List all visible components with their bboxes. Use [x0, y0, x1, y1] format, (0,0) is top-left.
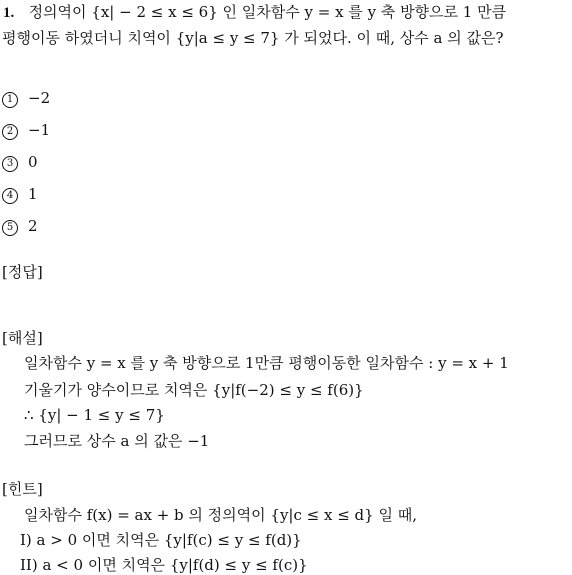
choice-mark: 2 — [2, 124, 18, 140]
answer-label: [정답] — [2, 263, 43, 281]
choice-mark: 1 — [2, 92, 18, 108]
choice-1 — [2, 88, 50, 108]
hint-label: [힌트] — [2, 480, 43, 498]
hint-line: 일차함수 f(x) = ax + b 의 정의역이 {y|c ≤ x ≤ d} 일 때, — [24, 506, 417, 524]
question-line-1 — [3, 2, 506, 23]
solution-label: [해설] — [2, 329, 43, 347]
choice-5 — [2, 216, 38, 236]
choice-text: 0 — [28, 153, 38, 171]
solution-line: 기울기가 양수이므로 치역은 {y|f(−2) ≤ y ≤ f(6)} — [24, 381, 364, 399]
solution-line: 그러므로 상수 a 의 값은 −1 — [24, 432, 210, 450]
choice-mark: 3 — [2, 156, 18, 172]
solution-line: 일차함수 y = x 를 y 축 방향으로 1만큼 평행이동한 일차함수 : y = x + 1 — [24, 354, 509, 372]
question-text-1: 정의역이 {x| − 2 ≤ x ≤ 6} 인 일차함수 y = x 를 y 축 방향으로 1 만큼 — [28, 3, 507, 21]
question-number: 1. — [3, 5, 15, 21]
choice-text: −1 — [28, 121, 51, 139]
choice-text: 1 — [28, 185, 38, 203]
choice-3 — [2, 152, 38, 172]
solution-line: ∴ {y| − 1 ≤ y ≤ 7} — [24, 406, 165, 424]
hint-line: II) a < 0 이면 치역은 {y|f(d) ≤ y ≤ f(c)} — [20, 556, 308, 574]
choice-4 — [2, 184, 38, 204]
choice-2 — [2, 120, 50, 140]
question-line-2: 평행이동 하였더니 치역이 {y|a ≤ y ≤ 7} 가 되었다. 이 때, 상수 a 의 값은? — [2, 29, 504, 47]
hint-line: I) a > 0 이면 치역은 {y|f(c) ≤ y ≤ f(d)} — [20, 531, 302, 549]
choice-mark: 4 — [2, 188, 18, 204]
choice-mark: 5 — [2, 220, 18, 236]
choice-text: −2 — [28, 89, 51, 107]
choice-text: 2 — [28, 217, 38, 235]
